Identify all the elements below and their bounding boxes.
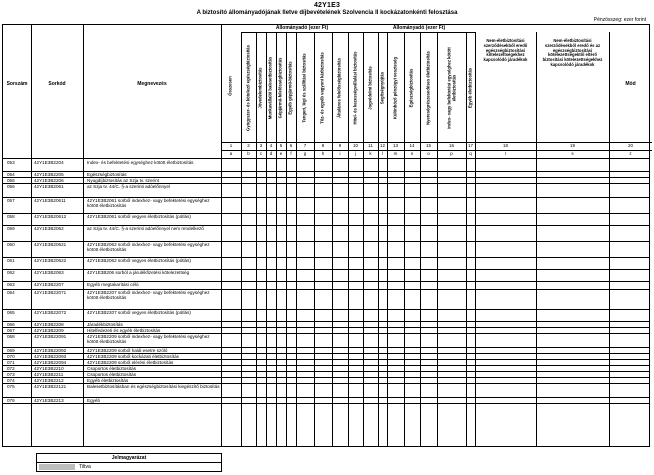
row-code: 42Y1E3B2213 [34,398,64,403]
column-letter: g [303,151,307,156]
table-row [3,289,649,309]
row-serial: 056 [7,184,15,189]
column-label: Egyéb gépjármű-biztosítás [287,60,293,115]
column-letter: h [321,151,325,156]
column-label: Gépjármű-felelősségbiztosítás [277,57,283,118]
column-label-cell [363,35,378,140]
column-label-cell [286,35,296,140]
column-label-cell [466,35,475,140]
column-label: Jogvédelmi biztosítás [367,65,373,110]
row-name: 42Y1E3B2207 sorból indexhez- vagy befektetési egységhez kötött életbiztosítás [87,290,210,301]
column-letter: c [259,151,263,156]
row-code: 42Y1E3B22072 [34,310,67,315]
column-number: 4 [269,143,273,148]
column-letter: q [469,151,472,156]
row-code: 42Y1E3B2206 [34,178,64,183]
column-letter: b [247,151,250,156]
row-code: 42Y1E3B2205 [34,172,64,177]
row-code: 42Y1E3B2211 [34,372,64,377]
row-code: 42Y1E3B2063 [34,270,64,275]
column-label: Egészségbiztosítás [408,68,414,107]
row-code: 42Y1E3B2210 [34,366,64,371]
document-code: 42Y1E3 [313,2,341,9]
column-label: Tűz- és egyéb vagyoni kárbiztosítás [319,51,325,124]
row-code: 42Y1E3B22121 [34,384,67,389]
column-label: Segítségnyújtás [379,71,385,104]
column-letter: p [450,151,453,156]
row-serial: 074 [7,378,15,383]
row-code: 42Y1E3B2212 [34,378,64,383]
row-serial: 071 [7,360,15,365]
column-label-cell [378,35,387,140]
table-row [3,197,649,213]
legend-swatch-disabled [39,464,75,470]
column-letter: i [339,151,341,156]
column-label-cell [266,35,276,140]
document-title: A biztosító állományadójának lletve díjbevételének Szolvencia II kockázatonkénti felosztása [196,10,458,16]
row-serial: 076 [7,398,15,403]
row-serial: 070 [7,354,15,359]
table-row [3,225,649,241]
row-serial: 066 [7,322,15,327]
row-name: Csoportos életbiztosítás [87,372,137,377]
row-name: Balesetbiztosításban és egészségbiztosítási kiegészítő biztosítás [87,384,220,389]
row-code: 42Y1E3B2208 [34,322,64,327]
column-label-cell [404,35,420,140]
row-name: az Szja tv. 44/C. §-a szerinti adóelőnnyel nem rendelkező [87,226,204,231]
column-number: 6 [289,143,293,148]
row-serial: 055 [7,178,15,183]
row-code: 42Y1E3B20622 [34,258,67,263]
legend-label-disabled: Tiltva [79,464,91,470]
column-letter: o [427,151,430,156]
row-code: 42Y1E3B2207 [34,282,64,287]
table-row [3,269,649,281]
column-letter: l [382,151,383,156]
column-label-cell [276,35,286,140]
row-serial: 072 [7,366,15,371]
group-underline [241,32,363,33]
row-code: 42Y1E3B22071 [34,290,67,295]
row-code: 42Y1E3B22093 [34,354,67,359]
table-row [3,213,649,225]
row-name: 42Y1E3B2061 sorból vegyes életbiztosítás (pótlás) [87,214,191,219]
row-serial: 062 [7,270,15,275]
table-row [3,241,649,257]
header-serial: Sorszám [6,81,28,87]
currency-unit: Pénzösszeg: ezer forint [593,17,646,23]
column-label: Hitel- és kezességvállalási biztosítás [352,51,358,124]
column-number: 9 [338,143,342,148]
column-label-cell [314,35,332,140]
column-number: 18 [502,143,508,148]
row-name: Járadékbiztosítás [87,322,123,327]
column-number: 17 [467,143,473,148]
column-number: 19 [569,143,575,148]
row-name: az Szja tv. 44/C. §-a szerinti adóelőnnyel [87,184,170,189]
column-letter: k [369,151,372,156]
row-name: Hitelfedezeti és egyéb életbiztosítás [87,328,161,333]
column-letter: a [229,151,233,156]
row-code: 42Y1E3B2209 [34,328,64,333]
column-letter: n [410,151,414,156]
row-rule [3,403,649,404]
column-letter: d [269,151,273,156]
row-code: 42Y1E3B20612 [34,214,67,219]
column-number: 10 [352,143,358,148]
column-number: 3 [259,143,263,148]
column-label-cell [221,33,241,138]
header-rowcode: Sorkód [48,81,66,87]
row-code: 42Y1E3B22094 [34,360,67,365]
column-label: Jövedelembiztosítás [257,67,263,108]
column-label-cell [420,35,437,140]
table-row [3,309,649,321]
row-serial: 067 [7,328,15,333]
table-row [3,281,649,289]
column-number: 1 [229,143,233,148]
row-serial: 060 [7,242,15,247]
row-name: 42Y1E3B2062 sorból indexhez- vagy befektetési egységhez kötött életbiztosítás [87,242,210,253]
table-row [3,333,649,347]
row-serial: 064 [7,290,15,295]
legend [36,453,222,472]
row-name: 42Y1E3B2061 sorból indexhez- vagy befektetési egységhez kötött életbiztosítás [87,198,210,209]
column-label-cell [241,35,256,140]
column-letter: f [290,151,292,156]
row-serial: 068 [7,334,15,339]
row-serial: 075 [7,384,15,389]
row-code: 42Y1E3B22092 [34,348,67,353]
column-number: 5 [279,143,283,148]
row-serial: 053 [7,160,15,165]
row-code: 42Y1E3B22091 [34,334,67,339]
report-table [2,24,650,447]
column-label-cell [332,35,348,140]
column-letter: m [393,151,398,156]
column-label-cell [348,35,363,140]
row-name: Egyéb [87,398,101,403]
row-name: Index- és befektetési egységhez kötött életbiztosítás [87,160,194,165]
row-name: 42Y1E3B2209 sorból halál esetre szóló [87,348,168,353]
column-label: Gyógyszer- és kötelező egészségbiztosítás [245,44,251,131]
group-underline [363,32,475,33]
row-code: 42Y1E3B2061 [34,184,64,189]
column-number: 2 [247,143,250,148]
row-serial: 058 [7,214,15,219]
column-number: 8 [321,143,325,148]
group-header-collected: Állományadó (ezer Ft) [392,25,446,31]
row-name: 42Y1E3B2209 sorból indexhez- vagy befektetési egységhez kötött életbiztosítás [87,334,210,345]
column-number: 11 [368,143,373,148]
column-label-cell [296,35,314,140]
column-letter: s [571,151,574,156]
table-row [3,257,649,269]
column-label: Különböző pénzügyi veszteség [392,56,398,119]
column-letter: z [629,151,632,156]
row-code: 42Y1E3B20611 [34,198,66,203]
row-serial: 061 [7,258,15,263]
legend-title: Jelmagyarázat [37,454,221,463]
column-label-cell [387,35,404,140]
row-name: Egészségbiztosítás [87,172,127,177]
row-serial: 069 [7,348,15,353]
column-number: 15 [425,143,431,148]
row-name: 42Y1E3B2209 sorból kockázati életbiztosítás [87,354,179,359]
column-label: Nem-életbiztosítási szerződésekből eredő egészségbiztosítási kötelezettségekhez kapcsolódó járadékok [483,38,528,63]
table-row [3,183,649,197]
column-label-cell [437,35,466,140]
row-serial: 059 [7,226,15,231]
row-code: 42Y1E3B2204 [34,160,64,165]
table-row [3,383,649,397]
column-number: 12 [379,143,385,148]
group-header-existing: Állományadó (ezer Ft) [275,25,329,31]
column-label: Index- vagy befektetési egységhez kötött életbiztosítás [445,46,456,129]
column-label: Tengeri, légi és szállítási biztosítás [301,52,307,123]
row-name: 42Y1E3B2062 sorból vegyes életbiztosítás (pótlás) [87,258,191,263]
row-name: 42Y1E3B206 sorból a járulékfizetési kötelezettség [87,270,190,275]
row-name: 42Y1E3B2207 sorból vegyes életbiztosítás (pótlás) [87,310,191,315]
column-label-cell [256,35,266,140]
column-label: Nem-életbiztosítási szerződésekből eredő és az egészségbiztosítási kötelezettségektől eltérő biztosítási kötelezettségekhez kapcsolódó járadékok [542,38,603,67]
row-serial: 057 [7,198,15,203]
column-number: 20 [627,143,633,148]
row-serial: 065 [7,310,15,315]
column-number: 14 [409,143,415,148]
header-mod: Mód [625,81,636,87]
row-serial: 054 [7,172,15,177]
column-label: Munkavállalói balesetbiztosítás [267,56,273,119]
row-serial: 073 [7,372,15,377]
row-name: Egyéb életbiztosítás [87,378,129,383]
column-number: 7 [303,143,307,148]
column-label: Egyéb életbiztosítás [467,67,473,108]
row-name: Nyugdíjbiztosítás az Szja tv. szerint [87,178,159,183]
row-name: 42Y1E3B2209 sorból elérési életbiztosítás [87,360,174,365]
column-label: Összesen [227,75,233,96]
column-number: 16 [448,143,454,148]
row-code: 42Y1E3B2062 [34,226,64,231]
column-label: Nyereségrészesedéses életbiztosítás [425,50,431,125]
row-serial: 063 [7,282,15,287]
row-name: Csoportos életbiztosítás [87,366,137,371]
table-row [3,159,649,171]
header-name: Megnevezés [137,81,167,87]
column-letter: e [279,151,283,156]
row-name: Egyéb megtakarítási célú [87,282,139,287]
column-letter: j [355,151,356,156]
column-label: Általános felelősségbiztosítás [336,57,342,118]
row-code: 42Y1E3B20621 [34,242,67,247]
column-number: 13 [392,143,398,148]
column-letter: r [504,151,507,156]
